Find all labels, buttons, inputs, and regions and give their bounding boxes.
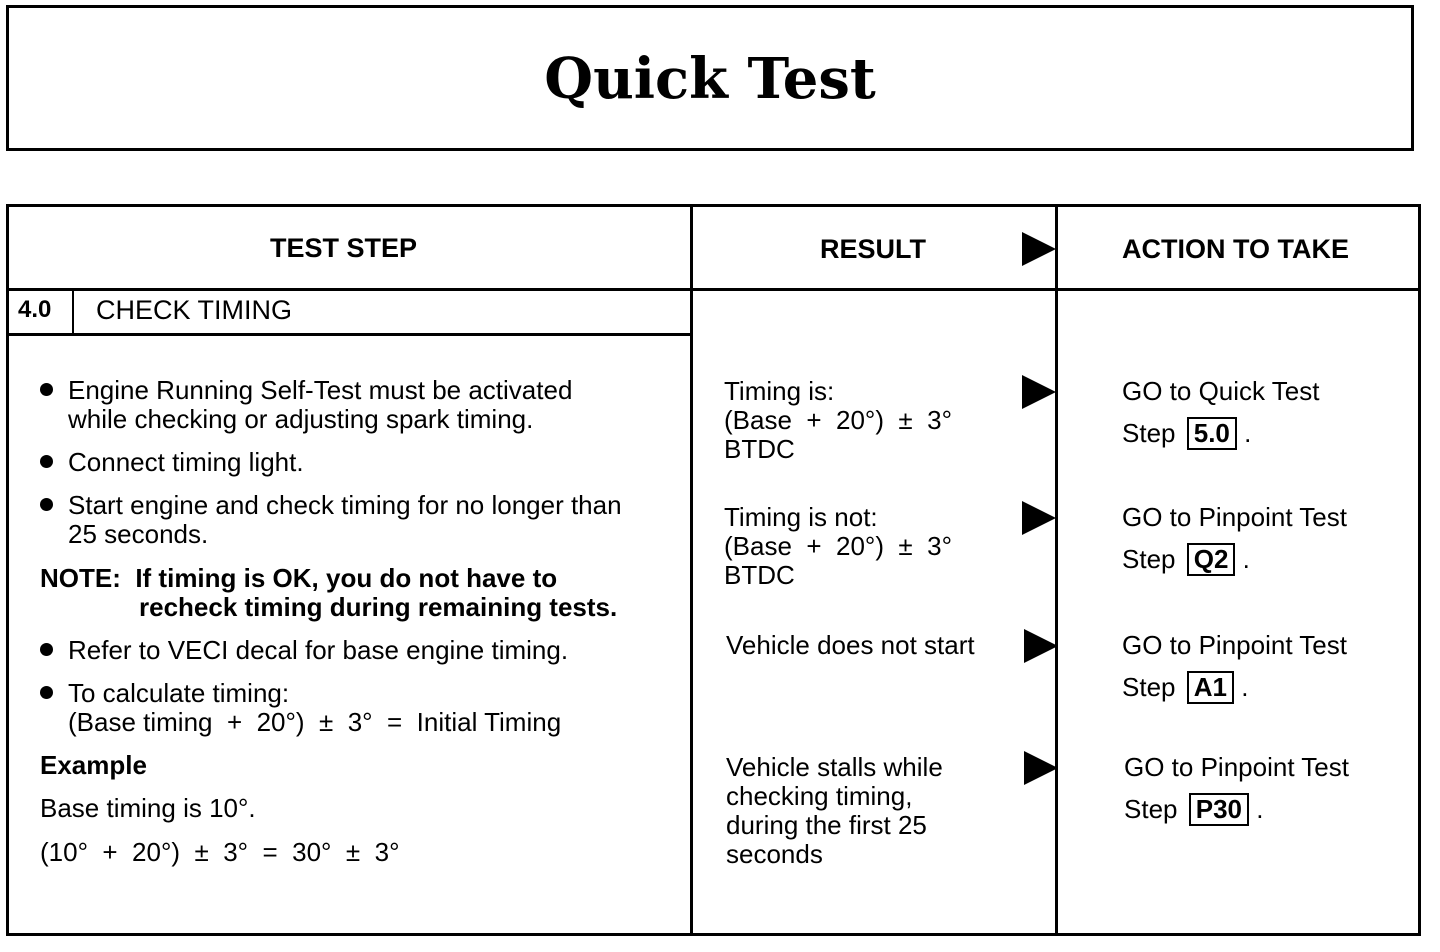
result-arrow-icon <box>1022 501 1056 535</box>
result-text: Timing is not: <box>724 502 878 532</box>
step-text: 25 seconds. <box>68 519 209 549</box>
note-text: recheck timing during remaining tests. <box>139 592 618 622</box>
bullet-icon <box>40 643 53 656</box>
result-text: Vehicle stalls while <box>726 752 943 782</box>
result-text: (Base + 20°) ± 3° <box>724 405 952 435</box>
result-text: seconds <box>726 839 823 869</box>
step-ref-box: P30 <box>1189 793 1249 826</box>
action-text: GO to Pinpoint Test <box>1122 630 1347 660</box>
step-ref-box: A1 <box>1187 671 1234 704</box>
action-step <box>1124 793 1263 826</box>
result-text: Vehicle does not start <box>726 630 975 660</box>
step-text: while checking or adjusting spark timing. <box>68 404 534 434</box>
page-title: Quick Test <box>544 46 876 112</box>
header-test-step: TEST STEP <box>270 233 418 263</box>
result-arrow-icon <box>1022 375 1056 409</box>
bullet-icon <box>40 686 53 699</box>
step-text: Refer to VECI decal for base engine timing. <box>68 635 569 665</box>
action-text: GO to Pinpoint Test <box>1122 502 1347 532</box>
period: . <box>1244 418 1252 448</box>
step-text: To calculate timing: <box>68 678 290 708</box>
example-formula: (10° + 20°) ± 3° = 30° ± 3° <box>40 837 400 867</box>
action-step-label: Step <box>1122 544 1176 574</box>
column-divider-2 <box>1055 204 1058 936</box>
result-text: checking timing, <box>726 781 913 811</box>
step-text: Start engine and check timing for no longer than <box>68 490 622 520</box>
result-text: BTDC <box>724 434 795 464</box>
column-divider-1 <box>690 204 693 936</box>
title-box <box>6 5 1414 151</box>
step-number: 4.0 <box>18 296 52 323</box>
action-text: GO to Pinpoint Test <box>1124 752 1349 782</box>
example-text: Base timing is 10°. <box>40 793 256 823</box>
step-ref-box: Q2 <box>1187 543 1236 576</box>
step-title: CHECK TIMING <box>96 295 293 325</box>
bullet-icon <box>40 383 53 396</box>
header-action: ACTION TO TAKE <box>1122 234 1349 264</box>
action-text: GO to Quick Test <box>1122 376 1320 406</box>
period: . <box>1241 672 1249 702</box>
result-text: during the first 25 <box>726 810 927 840</box>
result-text: (Base + 20°) ± 3° <box>724 531 952 561</box>
result-arrow-icon <box>1024 751 1058 785</box>
period: . <box>1256 794 1264 824</box>
action-step <box>1122 671 1248 704</box>
step-title-divider <box>6 333 693 336</box>
result-text: BTDC <box>724 560 795 590</box>
action-step <box>1122 417 1251 450</box>
bullet-icon <box>40 455 53 468</box>
action-step-label: Step <box>1124 794 1178 824</box>
formula-text: (Base timing + 20°) ± 3° = Initial Timing <box>68 707 562 737</box>
header-divider <box>6 288 1421 291</box>
period: . <box>1242 544 1250 574</box>
result-text: Timing is: <box>724 376 835 406</box>
example-label: Example <box>40 750 147 780</box>
result-arrow-icon <box>1024 629 1058 663</box>
step-text: Engine Running Self-Test must be activated <box>68 375 573 405</box>
step-text: Connect timing light. <box>68 447 304 477</box>
header-result: RESULT <box>820 234 926 264</box>
note-text: NOTE: If timing is OK, you do not have to <box>40 563 558 593</box>
action-step-label: Step <box>1122 672 1176 702</box>
bullet-icon <box>40 498 53 511</box>
action-step <box>1122 543 1250 576</box>
action-step-label: Step <box>1122 418 1176 448</box>
header-arrow-icon <box>1022 232 1056 266</box>
step-number-divider <box>72 288 74 335</box>
step-ref-box: 5.0 <box>1187 417 1237 450</box>
